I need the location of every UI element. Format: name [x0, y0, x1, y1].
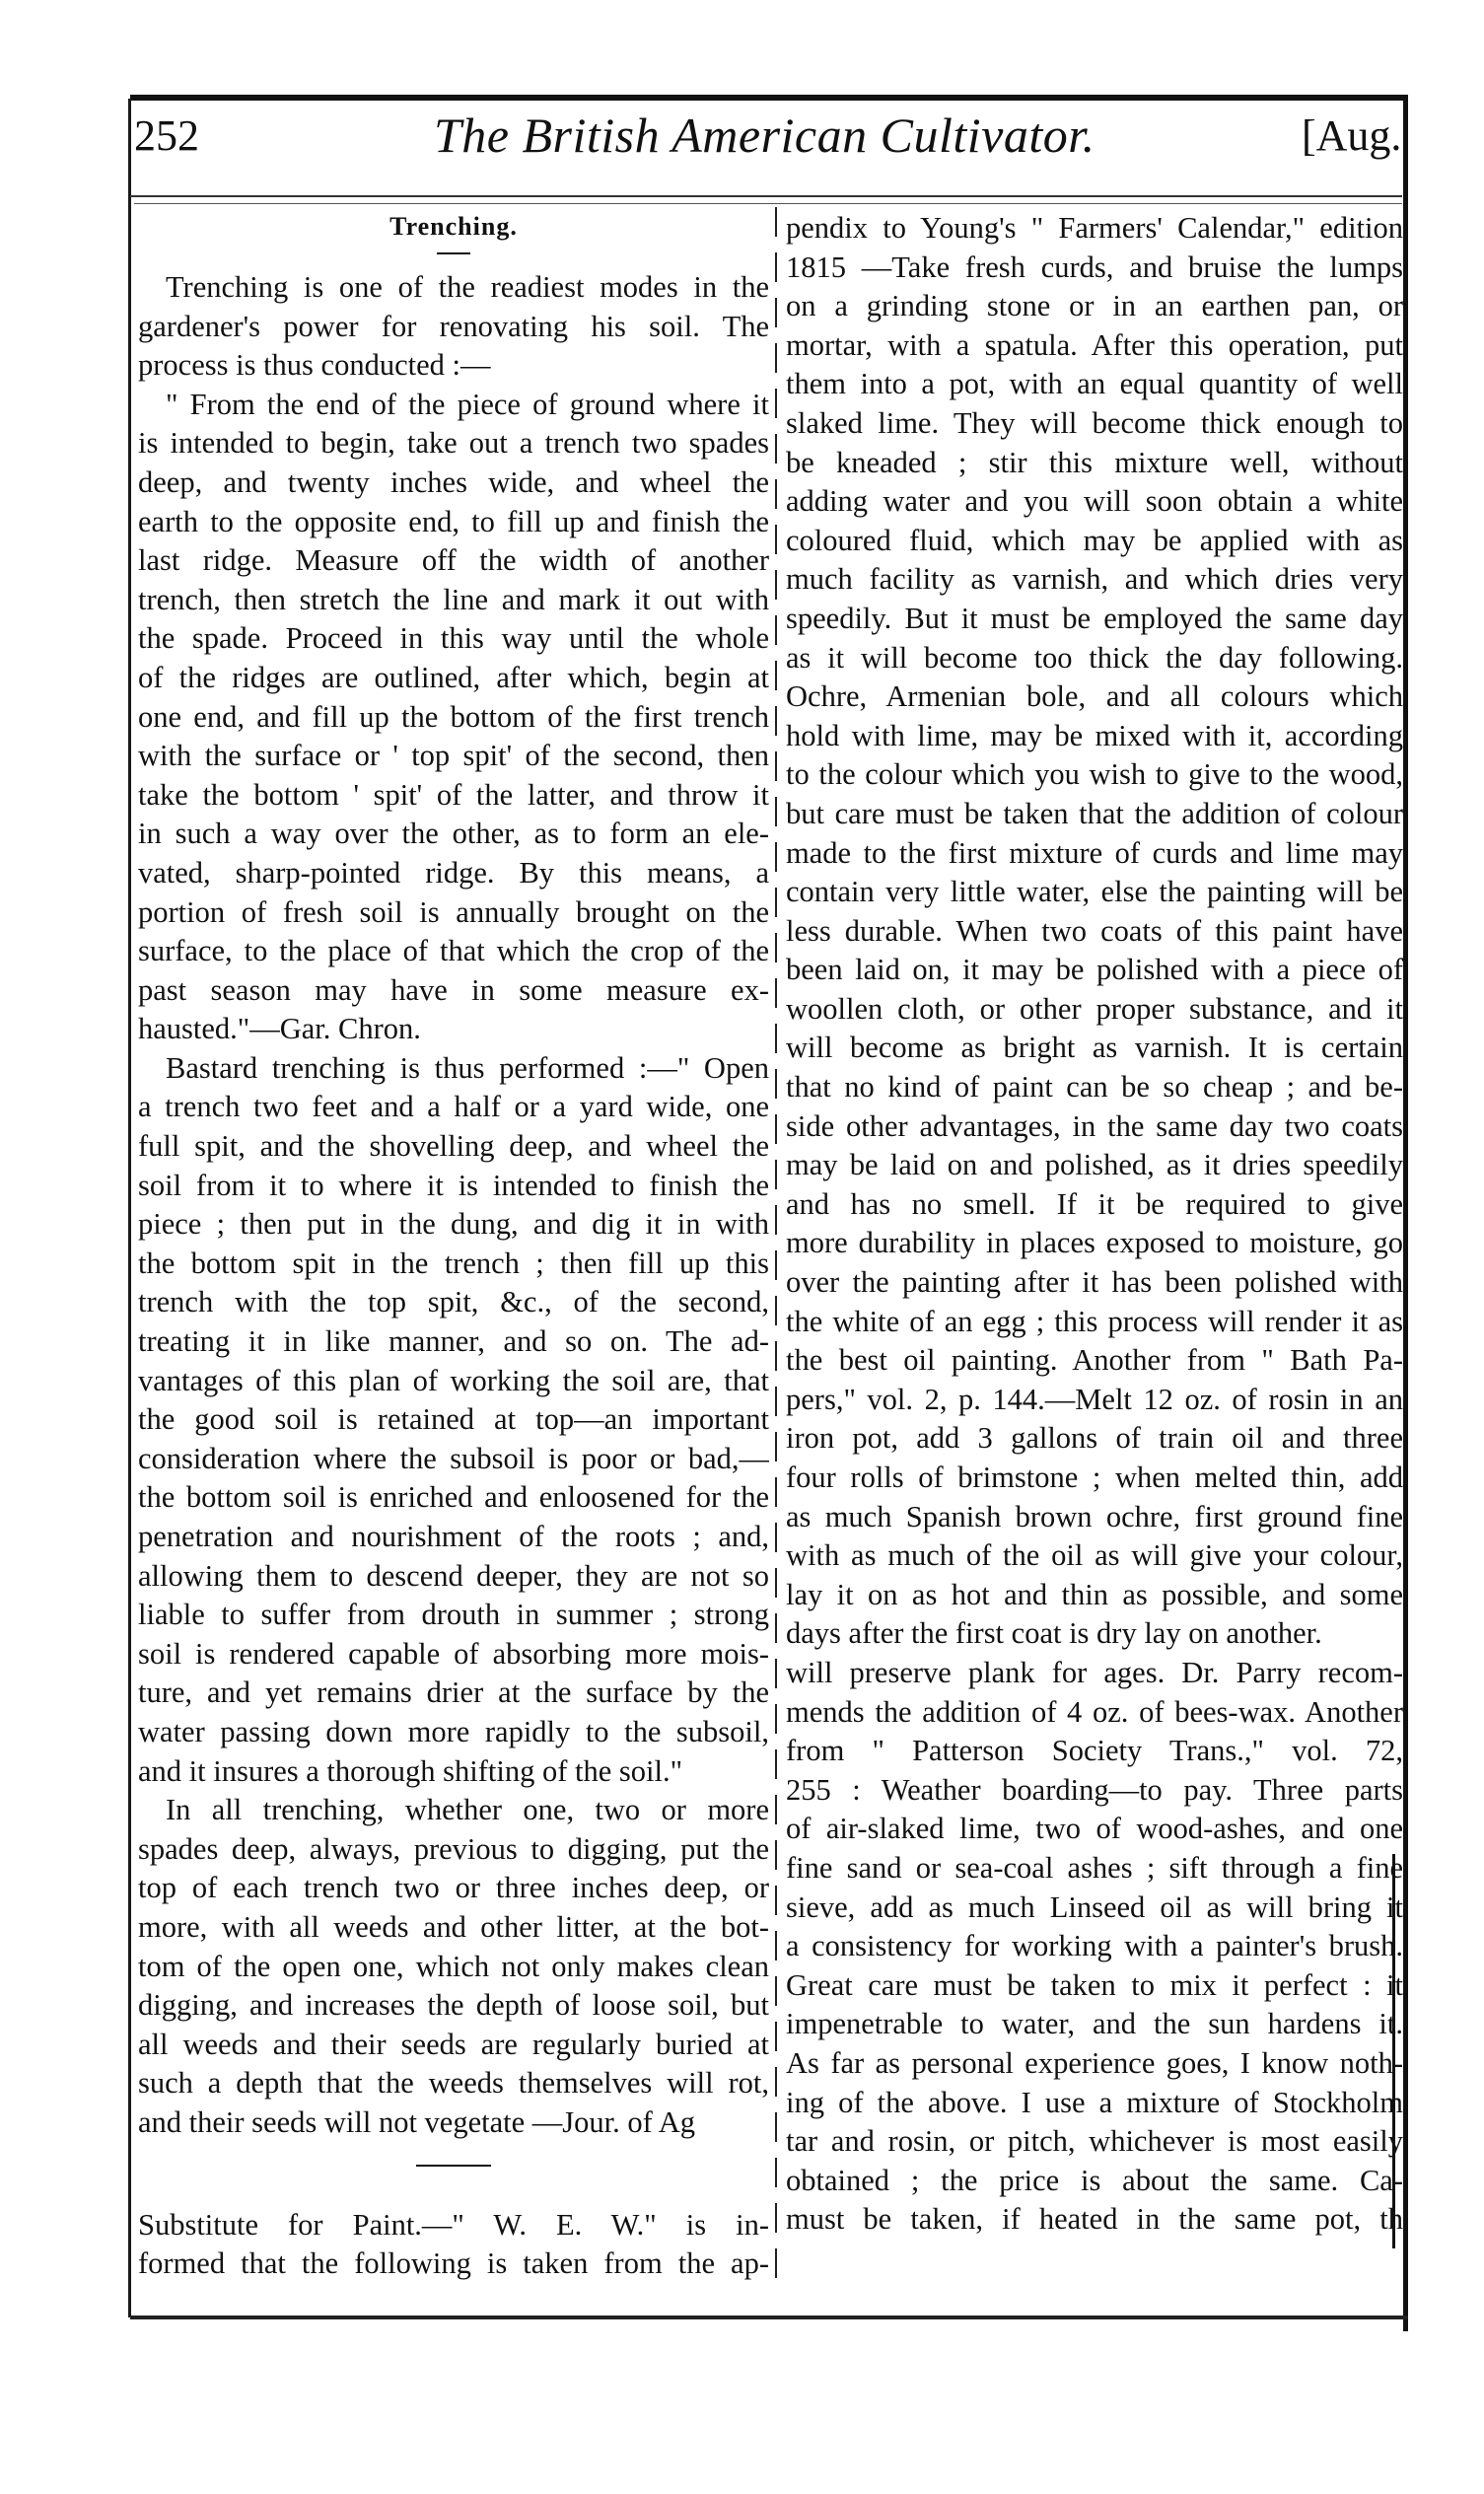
text-line: the good soil is retained at top—an important — [138, 1402, 769, 1437]
text-line: to the colour which you wish to give to the wood, — [786, 757, 1403, 792]
left-column-text — [138, 268, 769, 2284]
top-border — [130, 95, 1408, 101]
right-column — [786, 209, 1403, 2240]
text-line: tom of the open one, which not only makes clean — [138, 1949, 769, 1983]
text-line: such a depth that the weeds themselves will rot, — [138, 2066, 769, 2101]
text-line: pers," vol. 2, p. 144.—Melt 12 oz. of rosin in an — [786, 1382, 1403, 1416]
text-line: four rolls of brimstone ; when melted thin, add — [786, 1461, 1403, 1494]
text-line: the best oil painting. Another from " Bath Pa- — [786, 1343, 1403, 1378]
text-line: hold with lime, may be mixed with it, according — [786, 718, 1403, 752]
text-line: trench with the top spit, &c., of the second, — [138, 1285, 769, 1319]
text-line: that no kind of paint can be so cheap ; and be- — [786, 1070, 1403, 1104]
text-line: obtained ; the price is about the same. Ca- — [786, 2163, 1403, 2197]
text-line: iron pot, add 3 gallons of train oil and three — [786, 1421, 1403, 1456]
text-line: but care must be taken that the addition of colour — [786, 796, 1403, 830]
text-line: impenetrable to water, and the sun hardens it. — [786, 2007, 1403, 2041]
text-line: Bastard trenching is thus performed :—" Open — [166, 1050, 769, 1085]
text-line: Ochre, Armenian bole, and all colours which — [786, 679, 1403, 714]
text-line: a trench two feet and a half or a yard wide, one — [138, 1090, 769, 1124]
text-line: made to the first mixture of curds and lime may — [786, 835, 1403, 870]
text-line: fine sand or sea-coal ashes ; sift through a fine — [786, 1850, 1403, 1885]
text-line: less durable. When two coats of this paint have — [786, 913, 1403, 948]
text-line: more durability in places exposed to moisture, go — [786, 1226, 1403, 1260]
text-line: on a grinding stone or in an earthen pan, or — [786, 289, 1403, 323]
text-line: contain very little water, else the painting will be — [786, 875, 1403, 909]
header-rule — [130, 195, 1402, 197]
text-line: pendix to Young's " Farmers' Calendar," edition — [786, 211, 1403, 245]
text-line: past season may have in some measure ex- — [138, 972, 769, 1007]
text-line: and has no smell. If it be required to give — [786, 1186, 1403, 1221]
text-line: coloured fluid, which may be applied with as — [786, 523, 1403, 557]
text-line: " From the end of the piece of ground where it — [166, 387, 769, 421]
header-rule-secondary — [134, 203, 1402, 204]
text-line: formed that the following is taken from the ap- — [138, 2246, 769, 2281]
text-line: top of each trench two or three inches deep, or — [138, 1871, 769, 1905]
text-line: the bottom soil is enriched and enloosened for the — [138, 1480, 769, 1515]
text-line: the white of an egg ; this process will render it as — [786, 1304, 1403, 1338]
text-line: all weeds and their seeds are regularly buried at — [138, 2027, 769, 2061]
text-line: portion of fresh soil is annually brought on the — [138, 894, 769, 929]
text-line: soil is rendered capable of absorbing more mois- — [138, 1636, 769, 1671]
bottom-border — [130, 2316, 1408, 2319]
heading-rule — [437, 252, 470, 254]
text-line: hausted."—Gar. Chron. — [138, 1012, 421, 1046]
text-line: liable to suffer from drouth in summer ; strong — [138, 1598, 769, 1632]
text-line: mends the addition of 4 oz. of bees-wax. Another — [786, 1694, 1403, 1729]
right-border — [1403, 95, 1408, 2331]
text-line: slaked lime. They will become thick enough to — [786, 405, 1403, 440]
text-line: penetration and nourishment of the roots ; and, — [138, 1520, 769, 1553]
page-number: 252 — [134, 111, 199, 160]
text-line: 1815 —Take fresh curds, and bruise the lumps — [786, 249, 1403, 284]
text-line: of the ridges are outlined, after which, begin at — [138, 660, 769, 694]
text-line: a consistency for working with a painter's brush. — [786, 1929, 1403, 1963]
month-label: [Aug. — [1302, 111, 1402, 160]
text-line: is intended to begin, take out a trench two spades — [138, 426, 769, 461]
section-rule — [416, 2165, 491, 2167]
text-line: speedily. But it must be employed the same day — [786, 601, 1403, 635]
text-line: ing of the above. I use a mixture of Stockholm — [786, 2085, 1403, 2119]
text-line: the spade. Proceed in this way until the whole — [138, 621, 769, 656]
text-line: woollen cloth, or other proper substance, and it — [786, 991, 1403, 1026]
text-line: lay it on as hot and thin as possible, and some — [786, 1577, 1403, 1611]
article-heading: Trenching. — [389, 212, 518, 241]
text-line: and their seeds will not vegetate —Jour. of Ag — [138, 2104, 695, 2139]
text-line: as much Spanish brown ochre, first ground fine — [786, 1499, 1403, 1533]
text-line: will preserve plank for ages. Dr. Parry recom- — [786, 1655, 1403, 1689]
text-line: may be laid on and polished, as it dries speedily — [786, 1148, 1403, 1182]
text-line: vated, sharp-pointed ridge. By this means, a — [138, 855, 769, 890]
column-divider — [775, 207, 777, 2278]
text-line: days after the first coat is dry lay on another. — [786, 1616, 1322, 1651]
text-line: process is thus conducted :— — [138, 348, 491, 383]
text-line: earth to the opposite end, to fill up and finish the — [138, 504, 769, 538]
text-line: be kneaded ; stir this mixture well, without — [786, 445, 1403, 479]
text-line: surface, to the place of that which the crop of the — [138, 934, 769, 968]
text-line: must be taken, if heated in the same pot, th — [786, 2202, 1403, 2237]
text-line: Trenching is one of the readiest modes in the — [166, 270, 769, 304]
text-line: trench, then stretch the line and mark it out with — [138, 582, 769, 616]
text-line: spades deep, always, previous to digging, put the — [138, 1831, 769, 1866]
text-line: Great care must be taken to mix it perfect : it — [786, 1967, 1403, 2002]
text-line: consideration where the subsoil is poor or bad,— — [138, 1441, 769, 1475]
text-line: tar and rosin, or pitch, whichever is most easily — [786, 2124, 1403, 2159]
text-line: with as much of the oil as will give your colour, — [786, 1538, 1403, 1573]
text-line: deep, and twenty inches wide, and wheel the — [138, 464, 769, 499]
text-line: digging, and increases the depth of loose soil, but — [138, 1988, 769, 2023]
text-line: soil from it to where it is intended to finish the — [138, 1168, 769, 1202]
text-line: vantages of this plan of working the soil are, that — [138, 1363, 769, 1397]
text-line: In all trenching, whether one, two or more — [166, 1793, 769, 1827]
text-line: been laid on, it may be polished with a piece of — [786, 953, 1403, 987]
left-border — [128, 99, 131, 2317]
text-line: will become as bright as varnish. It is certain — [786, 1031, 1403, 1065]
text-line: of air-slaked lime, two of wood-ashes, and one — [786, 1812, 1403, 1846]
text-line: sieve, add as much Linseed oil as will bring it — [786, 1889, 1403, 1924]
text-line: side other advantages, in the same day two coats — [786, 1108, 1403, 1143]
text-line: one end, and fill up the bottom of the first trench — [138, 699, 769, 734]
text-line: 255 : Weather boarding—to pay. Three parts — [786, 1772, 1403, 1807]
text-line: the bottom spit in the trench ; then fill up this — [138, 1246, 769, 1280]
text-line: from " Patterson Society Trans.," vol. 72, — [786, 1734, 1403, 1768]
right-column-text — [786, 209, 1403, 2240]
text-line: Substitute for Paint.—" W. E. W." is in- — [138, 2207, 769, 2242]
text-line: ture, and yet remains drier at the surface by the — [138, 1675, 769, 1710]
text-line: mortar, with a spatula. After this operation, put — [786, 327, 1403, 362]
text-line: them into a pot, with an equal quantity of well — [786, 367, 1403, 401]
text-line: take the bottom ' spit' of the latter, and throw it — [138, 777, 769, 812]
running-title: The British American Cultivator. — [434, 107, 1095, 163]
text-line: piece ; then put in the dung, and dig it in with — [138, 1207, 769, 1242]
text-line: in such a way over the other, as to form an ele- — [138, 817, 769, 851]
text-line: treating it in like manner, and so on. The ad- — [138, 1324, 769, 1359]
text-line: more, with all weeds and other litter, at the bot- — [138, 1909, 769, 1944]
text-line: water passing down more rapidly to the subsoil, — [138, 1714, 769, 1748]
text-line: with the surface or ' top spit' of the second, then — [138, 739, 769, 773]
text-line: As far as personal experience goes, I know noth- — [786, 2045, 1403, 2080]
text-line: over the painting after it has been polished with — [786, 1265, 1403, 1300]
left-column — [138, 209, 769, 2284]
text-line: full spit, and the shovelling deep, and wheel the — [138, 1129, 769, 1164]
text-line: last ridge. Measure off the width of another — [138, 543, 769, 578]
text-line: as it will become too thick the day following. — [786, 640, 1403, 675]
text-line: much facility as varnish, and which dries very — [786, 562, 1403, 597]
text-line: allowing them to descend deeper, they are not so — [138, 1558, 769, 1593]
text-line: adding water and you will soon obtain a white — [786, 484, 1403, 519]
text-line: gardener's power for renovating his soil. The — [138, 309, 769, 343]
text-line: and it insures a thorough shifting of the soil." — [138, 1753, 683, 1788]
